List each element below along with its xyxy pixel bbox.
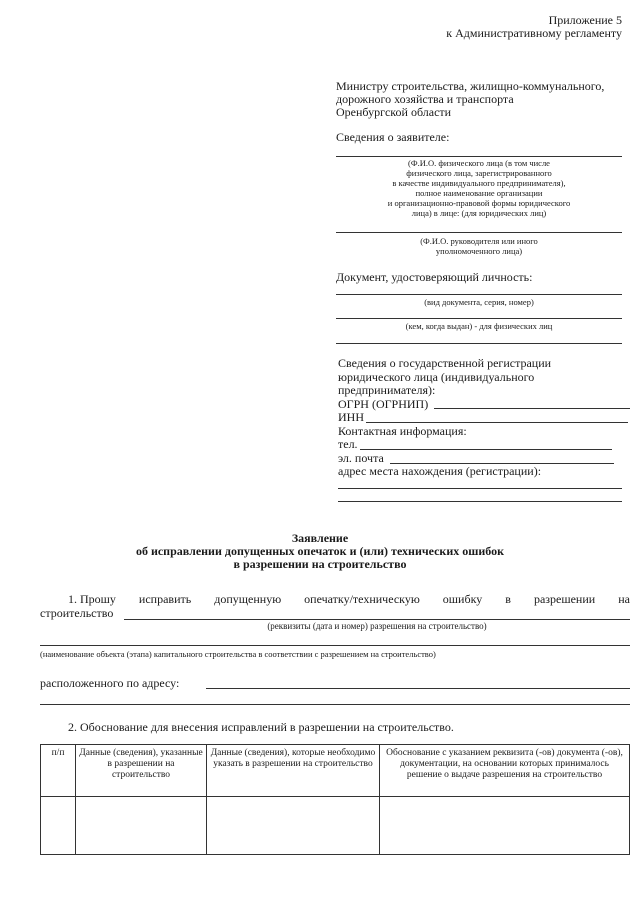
- table-header-row: [41, 745, 630, 797]
- object-address-label: расположенного по адресу:: [40, 676, 180, 690]
- table-header-number: п/п: [41, 745, 76, 797]
- recipient-line: Оренбургской области: [336, 105, 452, 119]
- ogrn-label: ОГРН (ОГРНИП): [338, 396, 429, 411]
- statement-title-line: в разрешении на строительство: [233, 557, 407, 571]
- object-name-field[interactable]: [40, 645, 630, 646]
- email-label: эл. почта: [338, 450, 384, 465]
- address-field-2[interactable]: [338, 501, 622, 502]
- inn-label: ИНН: [338, 410, 364, 424]
- table-row: [41, 797, 630, 855]
- representative-name-field[interactable]: [336, 232, 622, 233]
- item2-justification-text: 2. Обоснование для внесения исправлений в разрешении на строительство.: [68, 720, 454, 734]
- item1-continuation: строительство: [40, 606, 114, 620]
- object-address-field[interactable]: [206, 688, 630, 689]
- statement-title: [0, 532, 640, 571]
- statement-title-line: Заявление: [291, 531, 349, 545]
- recipient-line: Министру строительства, жилищно-коммунального,: [336, 79, 605, 93]
- corrections-table: [40, 744, 630, 855]
- applicant-name-hint: (Ф.И.О. физического лица (в том числе физического лица, зарегистрированного в качестве индивидуального предпринимателя), полное наименование организации и организационно-правовой формы юридического лица) в лице: (для юридических лиц): [387, 158, 571, 218]
- applicant-name-field[interactable]: [336, 156, 622, 157]
- table-cell[interactable]: [380, 797, 630, 855]
- id-document-issuer-field[interactable]: [336, 318, 622, 319]
- appendix-reference: к Административному регламенту: [446, 26, 622, 40]
- table-header-correct-data: Данные (сведения), которые необходимо указать в разрешении на строительство: [207, 745, 380, 797]
- table-header-justification: Обоснование с указанием реквизита (-ов) документа (-ов), документации, на основании которых принималось решение о выдаче разрешения на строительство: [380, 745, 630, 797]
- address-field-1[interactable]: [338, 488, 622, 489]
- registration-line: юридического лица (индивидуального: [338, 369, 535, 384]
- id-document-type-hint: (вид документа, серия, номер): [424, 297, 534, 307]
- statement-title-line: об исправлении допущенных опечаток и (или) технических ошибок: [135, 544, 505, 558]
- table-cell[interactable]: [76, 797, 207, 855]
- id-document-type-field[interactable]: [336, 294, 622, 295]
- registration-line: Сведения о государственной регистрации: [338, 356, 552, 370]
- contact-label: Контактная информация:: [338, 423, 467, 438]
- applicant-label: Сведения о заявителе:: [336, 130, 450, 144]
- table-cell[interactable]: [41, 797, 76, 855]
- permit-details-field[interactable]: [124, 619, 630, 620]
- appendix-header: [446, 14, 622, 40]
- registration-line: предпринимателя):: [338, 383, 436, 397]
- id-document-extra-field[interactable]: [336, 343, 622, 344]
- representative-name-hint: (Ф.И.О. руководителя или иного уполномоченного лица): [420, 236, 538, 256]
- registration-block: [338, 357, 551, 479]
- recipient-block: [336, 80, 604, 119]
- ogrn-field[interactable]: [434, 408, 630, 409]
- inn-field[interactable]: [366, 422, 628, 423]
- phone-label: тел.: [338, 437, 358, 451]
- address-label: адрес места нахождения (регистрации):: [338, 464, 542, 478]
- object-name-hint: (наименование объекта (этапа) капитального строительства в соответствии с разрешением на строительство): [40, 649, 436, 659]
- id-document-issuer-hint: (кем, когда выдан) - для физических лиц: [405, 321, 553, 331]
- object-address-field-2[interactable]: [40, 704, 630, 705]
- recipient-line: дорожного хозяйства и транспорта: [336, 92, 514, 106]
- appendix-number: Приложение 5: [548, 13, 622, 27]
- permit-details-hint: (реквизиты (дата и номер) разрешения на строительство): [267, 621, 487, 631]
- item1-request-line: 1. Прошу исправить допущенную опечатку/техническую ошибку в разрешении на: [68, 592, 630, 606]
- phone-field[interactable]: [360, 449, 612, 450]
- table-cell[interactable]: [207, 797, 380, 855]
- id-document-label: Документ, удостоверяющий личность:: [336, 270, 533, 284]
- email-field[interactable]: [390, 463, 614, 464]
- table-header-current-data: Данные (сведения), указанные в разрешении на строительство: [76, 745, 207, 797]
